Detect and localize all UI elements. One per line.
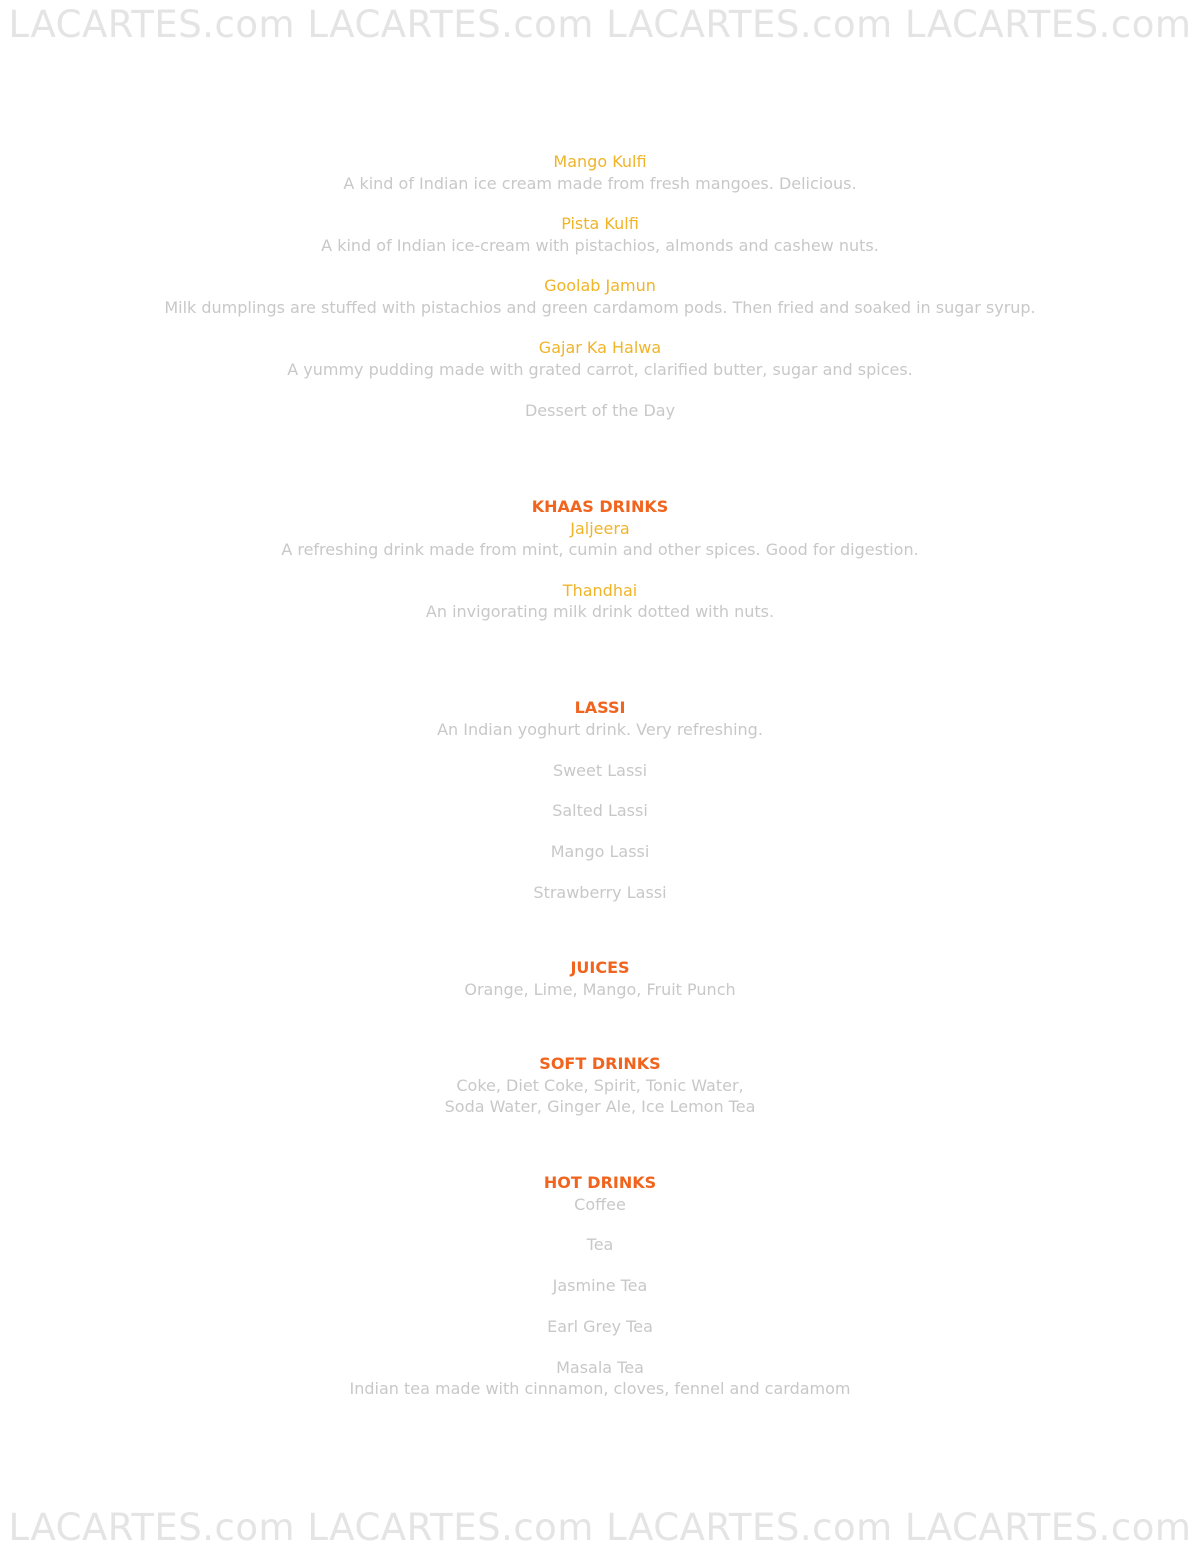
menu-item: Earl Grey Tea — [547, 1317, 653, 1336]
section-description: An Indian yoghurt drink. Very refreshing. — [437, 720, 763, 739]
menu-item-name: Goolab Jamun — [544, 276, 656, 295]
watermark-bottom: LACARTES.com LACARTES.com LACARTES.com LACARTES.com — [8, 1506, 1192, 1549]
menu-item: Strawberry Lassi — [533, 883, 667, 902]
menu-item-description: A kind of Indian ice-cream with pistachios, almonds and cashew nuts. — [321, 236, 879, 255]
menu-item: Tea — [586, 1235, 614, 1254]
menu-item: Jasmine Tea — [552, 1276, 648, 1295]
menu-item: Mango Lassi — [550, 842, 650, 861]
menu-item-description: An invigorating milk drink dotted with nuts. — [425, 602, 775, 621]
dessert-of-the-day: Dessert of the Day — [524, 401, 676, 420]
menu-item-description: Milk dumplings are stuffed with pistachios and green cardamom pods. Then fried and soaked in sugar syrup. — [164, 298, 1036, 317]
section-items-line: Coke, Diet Coke, Spirit, Tonic Water, — [456, 1076, 744, 1095]
menu-item: Sweet Lassi — [552, 761, 648, 780]
menu-item-description: A refreshing drink made from mint, cumin and other spices. Good for digestion. — [281, 540, 919, 559]
menu-item: Masala Tea — [556, 1358, 644, 1377]
menu-item: Salted Lassi — [552, 801, 648, 820]
section-heading: LASSI — [574, 698, 626, 717]
menu-item-name: Gajar Ka Halwa — [538, 338, 662, 357]
menu-item-name: Mango Kulfi — [553, 152, 647, 171]
menu-item-name: Thandhai — [562, 581, 638, 600]
section-items-line: Soda Water, Ginger Ale, Ice Lemon Tea — [444, 1097, 756, 1116]
menu-item-name: Jaljeera — [570, 519, 630, 538]
menu-item-description: A kind of Indian ice cream made from fresh mangoes. Delicious. — [343, 174, 857, 193]
section-heading: SOFT DRINKS — [539, 1054, 661, 1073]
section-heading: KHAAS DRINKS — [531, 497, 669, 516]
menu-item-description: A yummy pudding made with grated carrot, clarified butter, sugar and spices. — [287, 360, 913, 379]
section-items: Orange, Lime, Mango, Fruit Punch — [464, 980, 736, 999]
menu-item: Coffee — [574, 1195, 626, 1214]
menu-item-name: Pista Kulfi — [561, 214, 639, 233]
section-heading: JUICES — [570, 958, 630, 977]
watermark-top: LACARTES.com LACARTES.com LACARTES.com LACARTES.com — [8, 3, 1192, 46]
menu-item-description: Indian tea made with cinnamon, cloves, fennel and cardamom — [349, 1379, 851, 1398]
section-heading: HOT DRINKS — [543, 1173, 657, 1192]
